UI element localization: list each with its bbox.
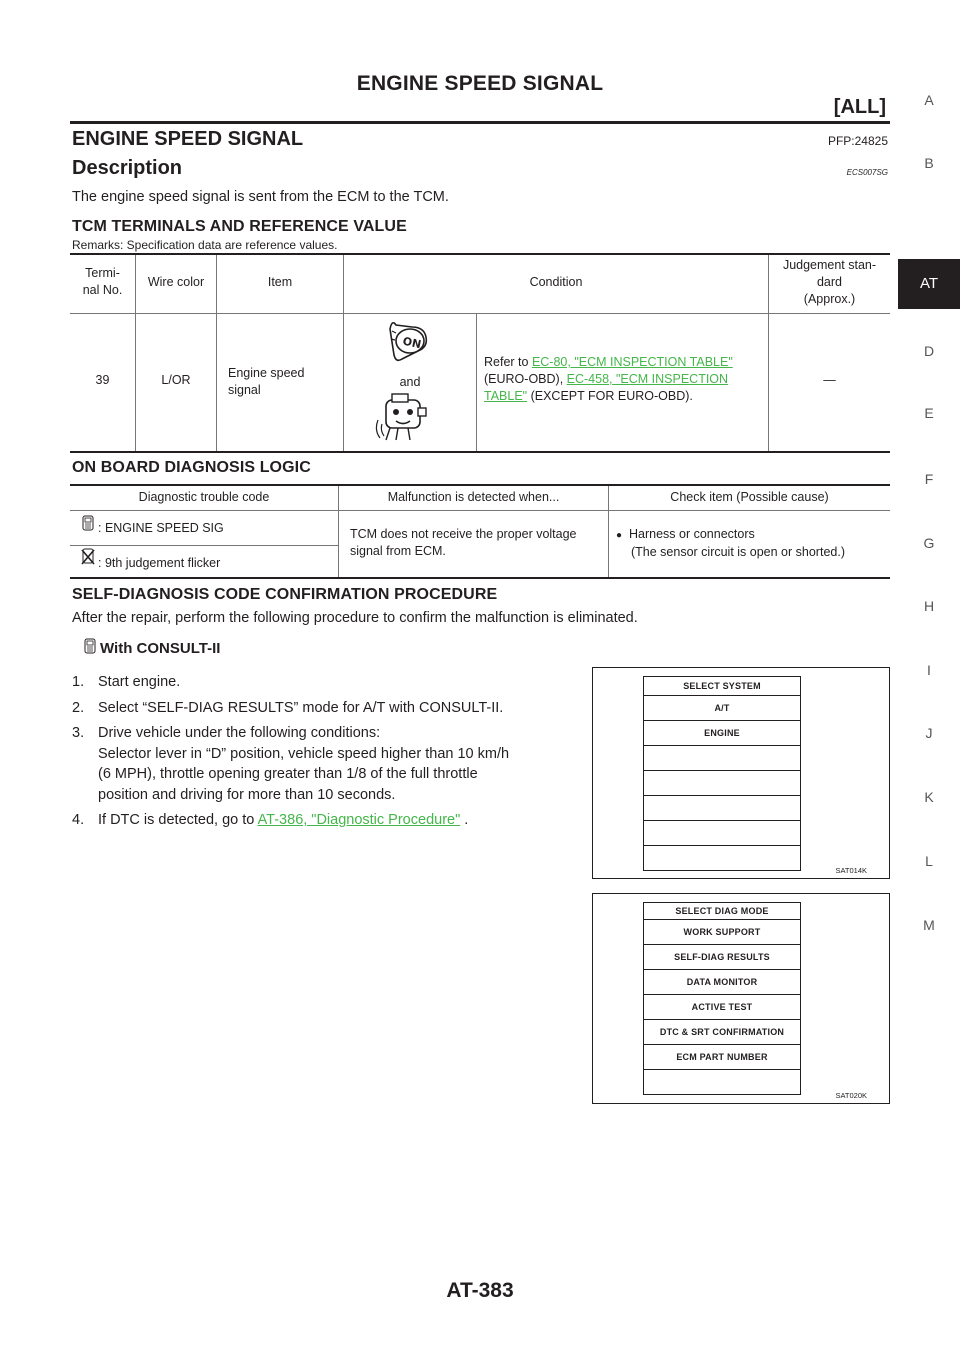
header-condition: Condition <box>529 275 583 289</box>
description-heading: Description <box>72 157 183 179</box>
step-number: 1. <box>72 674 85 690</box>
ec458-link-cont[interactable]: TABLE" <box>484 389 528 403</box>
wire-color: L/OR <box>161 373 191 387</box>
menu-item-at[interactable]: A/T <box>644 696 800 721</box>
menu-item-active-test[interactable]: ACTIVE TEST <box>644 995 800 1020</box>
step-number: 2. <box>72 699 85 716</box>
menu-item-empty <box>644 746 800 771</box>
header-terminal-line: Termi- <box>85 266 120 280</box>
side-index-m[interactable]: M <box>923 917 935 933</box>
obd-heading: ON BOARD DIAGNOSIS LOGIC <box>72 459 311 476</box>
side-index-h[interactable]: H <box>923 598 935 614</box>
bullet-icon: ● <box>616 530 623 541</box>
step-3-detail: position and driving for more than 10 seconds. <box>98 786 396 803</box>
header-judgement <box>769 257 890 308</box>
header-judgement-line: dard <box>816 275 843 289</box>
header-judgement-line: Judgement stan- <box>782 258 877 272</box>
step-text: Start engine. <box>98 674 181 690</box>
dtc-9th-judgement: : 9th judgement flicker <box>98 556 221 570</box>
col-divider <box>476 313 477 451</box>
step-text: If DTC is detected, go to <box>98 812 258 828</box>
step-2 <box>72 698 584 719</box>
tcm-heading: TCM TERMINALS AND REFERENCE VALUE <box>72 218 407 235</box>
obd-dtc-rule <box>70 545 338 546</box>
side-index-b[interactable]: B <box>924 155 934 171</box>
obd-header-dtc: Diagnostic trouble code <box>138 490 270 504</box>
tcm-remarks: Remarks: Specification data are reference values. <box>72 238 338 252</box>
euro-obd-text: (EURO-OBD), <box>484 372 567 386</box>
figure-id: SAT020K <box>835 1091 867 1100</box>
side-index-g[interactable]: G <box>923 535 935 551</box>
side-index-l[interactable]: L <box>925 853 933 869</box>
diagnostic-procedure-link[interactable]: AT-386, "Diagnostic Procedure" <box>257 812 461 828</box>
menu-item-empty <box>644 1070 800 1094</box>
check-item <box>616 526 890 561</box>
malfunction-line: signal from ECM. <box>350 544 446 558</box>
side-index-j[interactable]: J <box>925 725 933 741</box>
obd-bottom-rule <box>70 577 890 579</box>
step-1 <box>72 672 584 693</box>
step-text: Select “SELF-DIAG RESULTS” mode for A/T with CONSULT-II. <box>98 699 504 716</box>
table-header-rule <box>70 313 890 314</box>
consult-icon <box>82 638 98 656</box>
except-euro-text: (EXCEPT FOR EURO-OBD). <box>527 389 693 403</box>
menu-item-empty <box>644 821 800 846</box>
menu-title: SELECT DIAG MODE <box>644 903 800 920</box>
header-terminal-line: nal No. <box>82 283 123 297</box>
figure-id: SAT014K <box>835 866 867 875</box>
menu-item-ecm-part-number[interactable]: ECM PART NUMBER <box>644 1045 800 1070</box>
menu-item-self-diag-results[interactable]: SELF-DIAG RESULTS <box>644 945 800 970</box>
header-wire-color: Wire color <box>147 275 205 289</box>
check-line: Harness or connectors <box>629 527 755 541</box>
step-number: 3. <box>72 725 85 741</box>
refer-prefix: Refer to <box>484 355 532 369</box>
select-diag-mode-menu <box>643 902 801 1095</box>
header-judgement-line: (Approx.) <box>803 292 856 306</box>
condition-and: and <box>399 375 421 389</box>
obd-header-check: Check item (Possible cause) <box>670 490 829 504</box>
obd-header-malfunction: Malfunction is detected when... <box>387 490 560 504</box>
selfdiag-intro: After the repair, perform the following procedure to confirm the malfunction is eliminated. <box>72 610 638 626</box>
no-tools-icon <box>80 548 96 566</box>
pfp-code: PFP:24825 <box>827 134 888 148</box>
select-diag-mode-figure <box>592 893 890 1104</box>
step-3-detail: (6 MPH), throttle opening greater than 1/8 of the full throttle <box>98 766 478 782</box>
step-end: . <box>460 812 469 828</box>
step-3 <box>72 723 584 805</box>
ecs-code: ECS007SG <box>846 168 888 177</box>
running-header-title: ENGINE SPEED SIGNAL <box>356 72 604 95</box>
dtc-engine-speed-sig: : ENGINE SPEED SIG <box>98 521 224 535</box>
step-number: 4. <box>72 812 85 828</box>
description-text: The engine speed signal is sent from the ECM to the TCM. <box>72 189 449 205</box>
terminal-number: 39 <box>95 373 110 387</box>
header-item: Item <box>267 275 293 289</box>
select-system-figure <box>592 667 890 879</box>
engine-icon <box>372 390 432 446</box>
side-index-at[interactable]: AT <box>898 259 960 309</box>
step-4 <box>72 810 584 831</box>
malfunction-text <box>350 526 605 560</box>
obd-table <box>70 484 890 580</box>
menu-title: SELECT SYSTEM <box>644 677 800 696</box>
malfunction-line: TCM does not receive the proper voltage <box>350 527 577 541</box>
menu-item-empty <box>644 846 800 870</box>
tcm-table <box>70 253 890 453</box>
menu-item-engine[interactable]: ENGINE <box>644 721 800 746</box>
item-text <box>228 365 340 399</box>
menu-item-work-support[interactable]: WORK SUPPORT <box>644 920 800 945</box>
item-line: Engine speed <box>228 366 305 380</box>
ignition-key-icon <box>388 319 432 365</box>
side-index-e[interactable]: E <box>924 405 934 421</box>
condition-text <box>484 354 764 405</box>
menu-item-data-monitor[interactable]: DATA MONITOR <box>644 970 800 995</box>
selfdiag-heading: SELF-DIAGNOSIS CODE CONFIRMATION PROCEDURE <box>72 586 498 603</box>
menu-item-empty <box>644 771 800 796</box>
with-consult-heading: With CONSULT-II <box>100 640 221 657</box>
on-label: ON <box>401 334 423 352</box>
obd-header-rule <box>70 510 890 511</box>
side-index-d[interactable]: D <box>923 343 935 359</box>
header-rule <box>70 121 890 124</box>
running-header-scope: [ALL] <box>833 96 886 118</box>
judgement-value: — <box>823 373 836 387</box>
procedure-steps <box>72 672 584 831</box>
consult-icon <box>80 515 96 533</box>
select-system-menu <box>643 676 801 871</box>
side-index-i[interactable]: I <box>927 662 931 678</box>
section-title: ENGINE SPEED SIGNAL <box>72 128 304 150</box>
side-index-k[interactable]: K <box>924 789 934 805</box>
item-line: signal <box>228 383 261 397</box>
side-index-a[interactable]: A <box>924 92 934 108</box>
menu-item-dtc-srt-confirmation[interactable]: DTC & SRT CONFIRMATION <box>644 1020 800 1045</box>
step-text: Drive vehicle under the following conditions: <box>98 725 381 741</box>
table-bottom-rule <box>70 451 890 453</box>
menu-item-empty <box>644 796 800 821</box>
check-line: (The sensor circuit is open or shorted.) <box>631 545 845 559</box>
obd-top-rule <box>70 484 890 486</box>
header-terminal <box>70 265 135 299</box>
step-3-detail: Selector lever in “D” position, vehicle speed higher than 10 km/h <box>98 745 510 762</box>
side-index-f[interactable]: F <box>924 471 934 487</box>
ec80-link[interactable]: EC-80, "ECM INSPECTION TABLE" <box>531 355 733 369</box>
ec458-link[interactable]: EC-458, "ECM INSPECTION <box>566 372 729 386</box>
table-top-rule <box>70 253 890 255</box>
page-number: AT-383 <box>446 1279 514 1302</box>
